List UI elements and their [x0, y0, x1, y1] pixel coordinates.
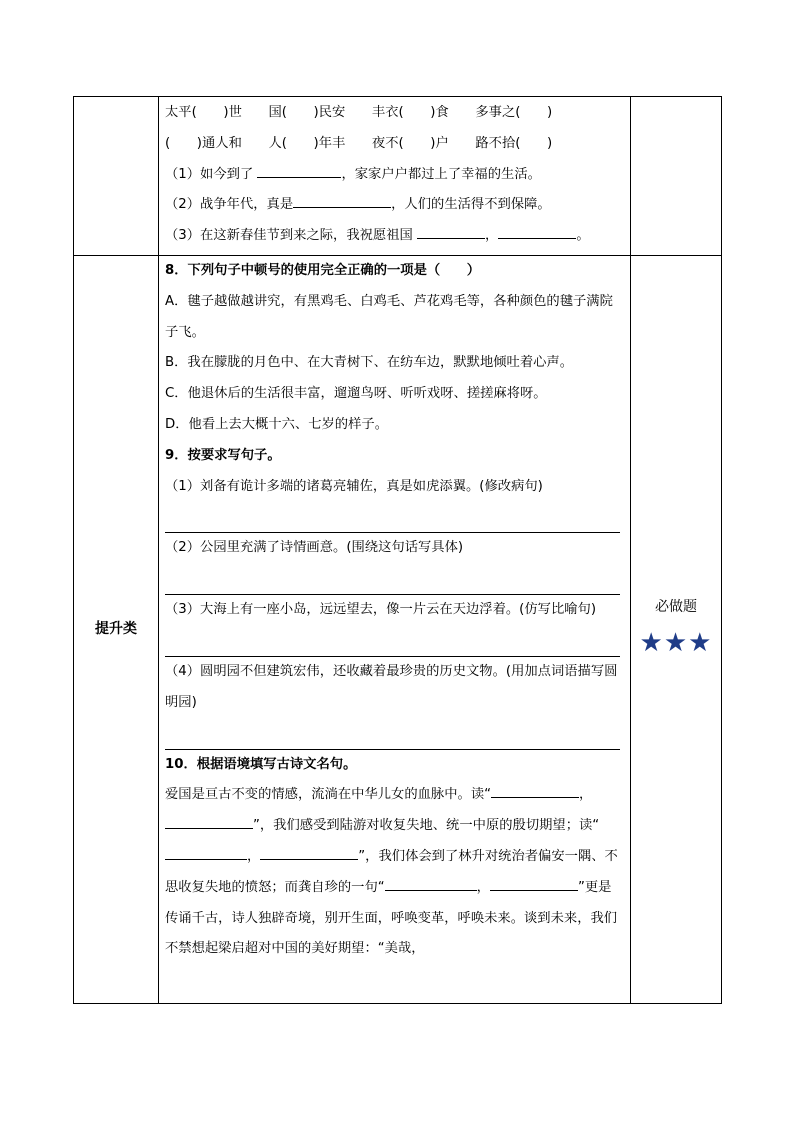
- paragraph-text: ”，我们感受到陆游对收复失地、统一中原的殷切期望；读“: [253, 818, 600, 834]
- fill-question: [159, 160, 630, 191]
- option-a: A．毽子越做越讲究，有黑鸡毛、白鸡毛、芦花鸡毛等，各种颜色的毽子满院子飞。: [165, 293, 613, 340]
- must-do-label: 必做题: [655, 599, 697, 615]
- exercise-table: [73, 96, 722, 1004]
- sub-question: （1）刘备有诡计多端的诸葛亮辅佐，真是如虎添翼。(修改病句): [165, 478, 543, 494]
- answer-blank[interactable]: [417, 225, 485, 239]
- poem-context-paragraph: [159, 780, 630, 965]
- content-cell: [159, 256, 631, 1003]
- fill-question: [159, 221, 630, 252]
- answer-blank[interactable]: [293, 194, 391, 208]
- answer-line[interactable]: [165, 504, 620, 533]
- idiom-line: ( )通人和 人( )年丰 夜不( )户 路不拾( ): [165, 135, 553, 151]
- sub-question: （2）公园里充满了诗情画意。(围绕这句话写具体): [165, 540, 464, 556]
- answer-blank[interactable]: [165, 815, 253, 829]
- answer-blank[interactable]: [257, 164, 341, 178]
- question-text: （3）在这新春佳节到来之际，我祝愿祖国: [165, 228, 418, 244]
- star-rating: ★★★: [639, 628, 713, 658]
- paragraph-text: ”，我们体会到了林升对统治者偏安一隅、不思收复失地的愤怒；而龚自珍的一句“: [165, 848, 618, 895]
- question-text: ，家家户户都过上了幸福的生活。: [341, 166, 541, 182]
- category-cell: [74, 97, 159, 255]
- sub-question: （3）大海上有一座小岛，远远望去，像一片云在天边浮着。(仿写比喻句): [165, 602, 597, 618]
- question-text: （1）如今到了: [165, 166, 258, 182]
- option-b: B．我在朦胧的月色中、在大青树下、在纺车边，默默地倾吐着心声。: [165, 355, 574, 371]
- answer-blank[interactable]: [498, 225, 576, 239]
- idiom-line: 太平( )世 国( )民安 丰衣( )食 多事之( ): [165, 105, 553, 120]
- answer-line[interactable]: [165, 566, 620, 595]
- paragraph-text: ，: [247, 848, 261, 864]
- requirement-cell: [631, 256, 721, 1003]
- paragraph-text: 爱国是亘古不变的情感，流淌在中华儿女的血脉中。读“: [165, 787, 492, 803]
- question-title: 9．按要求写句子。: [165, 447, 281, 463]
- question-text: （2）战争年代，真是: [165, 197, 294, 213]
- answer-line[interactable]: [165, 721, 620, 750]
- question-title: 8．下列句子中顿号的使用完全正确的一项是（ ）: [165, 263, 481, 278]
- paragraph-text: ，: [476, 879, 490, 895]
- question-text: ，人们的生活得不到保障。: [391, 197, 551, 213]
- answer-blank[interactable]: [490, 877, 578, 891]
- requirement-cell: [631, 97, 721, 255]
- table-row: [74, 256, 721, 1003]
- question-text: 。: [576, 228, 590, 244]
- answer-blank[interactable]: [260, 846, 358, 860]
- answer-blank[interactable]: [165, 846, 247, 860]
- paragraph-text: ，: [579, 787, 593, 803]
- option-c: C．他退休后的生活很丰富，遛遛鸟呀、听听戏呀、搓搓麻将呀。: [165, 386, 547, 402]
- table-row: [74, 97, 721, 256]
- answer-blank[interactable]: [491, 784, 579, 798]
- fill-question: [159, 190, 630, 221]
- sub-question: （4）圆明园不但建筑宏伟，还收藏着最珍贵的历史文物。(用加点词语描写圆明园): [165, 663, 618, 710]
- question-title: 10．根据语境填写古诗文名句。: [165, 756, 357, 772]
- paragraph-text: ”更是传诵千古，诗人独辟奇境，别开生面，呼唤变革，呼唤未来。谈到未来，我们不禁想起梁启超对中国的美好期望：“美哉，: [165, 879, 618, 957]
- answer-line[interactable]: [165, 628, 620, 657]
- category-cell: [74, 256, 159, 1003]
- category-label: 提升类: [95, 621, 137, 637]
- question-text: ，: [485, 228, 499, 244]
- option-d: D．他看上去大概十六、七岁的样子。: [165, 416, 388, 432]
- answer-blank[interactable]: [385, 877, 477, 891]
- content-cell: [159, 97, 631, 255]
